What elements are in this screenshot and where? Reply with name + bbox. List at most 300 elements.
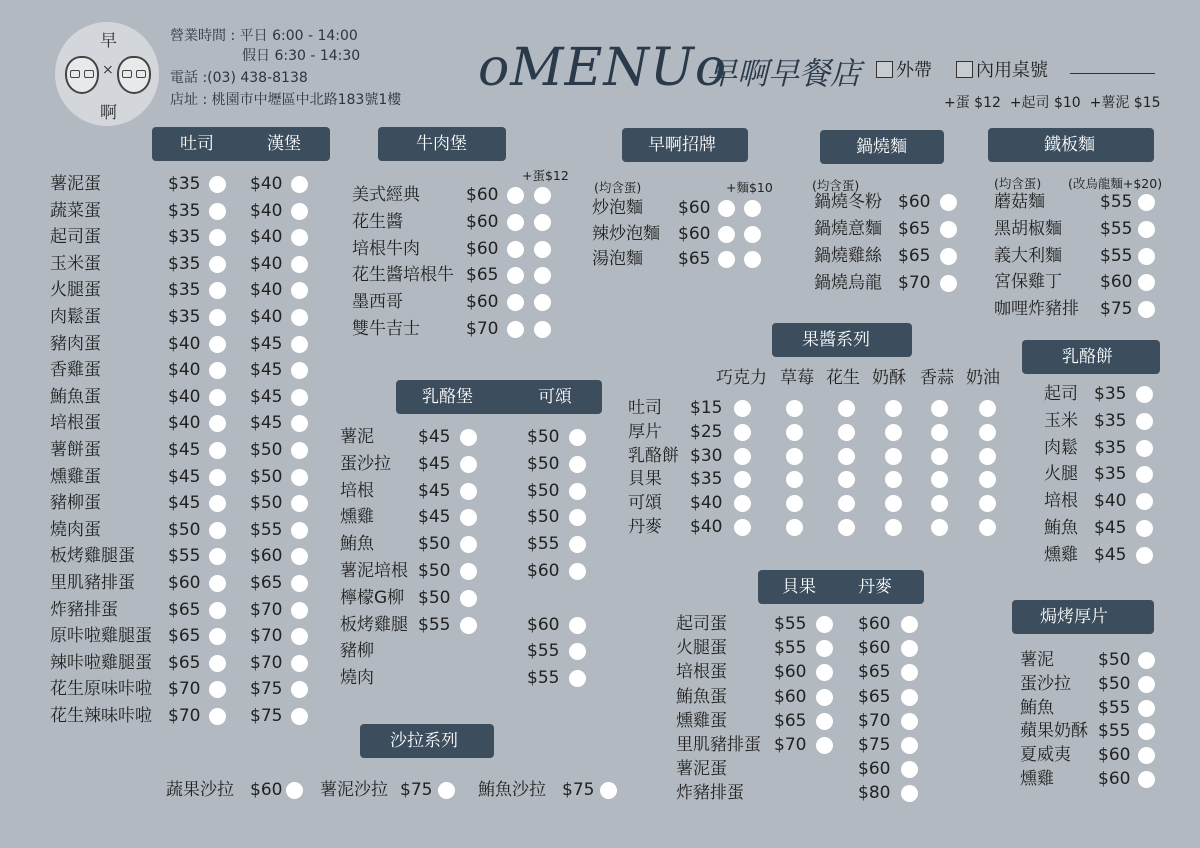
toast-price: $70 [168, 706, 201, 726]
logo-char-bottom: 啊 [100, 103, 117, 123]
toast-select-circle[interactable] [209, 309, 226, 326]
toast-price: $35 [168, 253, 201, 274]
burger-price: $70 [250, 626, 283, 647]
toast-item-name: 鮪魚蛋 [50, 386, 101, 407]
croissant-select-circle[interactable] [569, 643, 586, 660]
toast-item-name: 燻雞蛋 [50, 466, 101, 487]
danish-price: $60 [858, 614, 891, 634]
bagel-item-name: 薯泥蛋 [676, 759, 727, 780]
iron-price: $55 [1100, 218, 1133, 239]
croissant-select-circle[interactable] [569, 456, 586, 473]
burger-price: $40 [250, 174, 283, 194]
beef-price: $60 [466, 238, 499, 259]
jam-select-circle[interactable] [786, 448, 803, 465]
cheese-price: $45 [418, 507, 451, 528]
bagel-price: $60 [774, 662, 807, 683]
cheese-select-circle[interactable] [460, 483, 477, 500]
toast-price: $50 [168, 519, 201, 540]
takeout-option[interactable] [876, 56, 932, 82]
toast-item-name: 辣咔啦雞腿蛋 [50, 652, 152, 673]
cheese-select-circle[interactable] [460, 429, 477, 446]
bagel-danish-header [758, 570, 924, 604]
signature-note-right: +麵$10 [726, 180, 773, 195]
salad-header-label: 沙拉系列 [390, 731, 458, 751]
thick-select-circle[interactable] [1138, 723, 1155, 740]
burger-select-circle[interactable] [291, 309, 308, 326]
jam-select-circle[interactable] [885, 448, 902, 465]
croissant-price: $55 [527, 668, 560, 689]
croissant-select-circle[interactable] [569, 509, 586, 526]
toast-price: $45 [168, 466, 201, 487]
beef-egg-circle[interactable] [534, 294, 551, 311]
danish-select-circle[interactable] [901, 689, 918, 706]
croissant-header-label: 可頌 [538, 387, 572, 407]
bagel-select-circle[interactable] [816, 616, 833, 633]
croissant-price: $60 [527, 561, 560, 581]
bagel-price: $70 [774, 735, 807, 755]
iron-select-circle[interactable] [1138, 248, 1155, 265]
iron-item-name: 宮保雞丁 [994, 272, 1062, 293]
toast-price: $40 [168, 386, 201, 407]
toast-select-circle[interactable] [209, 176, 226, 193]
table-number-line[interactable] [1070, 73, 1155, 74]
toast-item-name: 薯餅蛋 [50, 440, 101, 460]
burger-price: $75 [250, 706, 283, 726]
jam-select-circle[interactable] [838, 519, 855, 536]
checkbox-icon[interactable] [956, 61, 973, 78]
cheesecake-price: $35 [1094, 437, 1127, 458]
jam-item-name: 貝果 [628, 469, 662, 490]
cheesecake-select-circle[interactable] [1136, 413, 1153, 430]
iron-header-label: 鐵板麵 [1044, 135, 1095, 155]
danish-select-circle[interactable] [901, 664, 918, 681]
cheesecake-select-circle[interactable] [1136, 547, 1153, 564]
cheesecake-item-name: 鮪魚 [1044, 518, 1078, 538]
jam-flavor-label: 奶酥 [872, 368, 906, 388]
bagel-select-circle[interactable] [816, 689, 833, 706]
beef-item-name: 花生醬 [352, 211, 403, 232]
jam-select-circle[interactable] [838, 448, 855, 465]
jam-item-name: 乳酪餅 [628, 445, 679, 466]
toast-select-circle[interactable] [209, 708, 226, 725]
jam-select-circle[interactable] [734, 400, 751, 417]
signature-price: $60 [678, 223, 711, 244]
jam-select-circle[interactable] [734, 424, 751, 441]
salad-select-circle[interactable] [286, 782, 303, 799]
toast-select-circle[interactable] [209, 415, 226, 432]
toast-price: $55 [168, 546, 201, 567]
toast-select-circle[interactable] [209, 522, 226, 539]
dine-in-option[interactable] [956, 56, 1048, 82]
bagel-item-name: 里肌豬排蛋 [676, 735, 761, 755]
beef-select-circle[interactable] [507, 214, 524, 231]
toast-select-circle[interactable] [209, 442, 226, 459]
croissant-select-circle[interactable] [569, 563, 586, 580]
beef-select-circle[interactable] [507, 241, 524, 258]
salad-item-name: 蔬果沙拉 [166, 780, 234, 800]
beef-select-circle[interactable] [507, 267, 524, 284]
iron-select-circle[interactable] [1138, 221, 1155, 238]
croissant-select-circle[interactable] [569, 429, 586, 446]
jam-flavor-label: 奶油 [966, 368, 1000, 388]
bagel-price: $55 [774, 614, 807, 634]
iron-header [988, 128, 1154, 162]
cheesecake-select-circle[interactable] [1136, 440, 1153, 457]
burger-select-circle[interactable] [291, 522, 308, 539]
toast-select-circle[interactable] [209, 362, 226, 379]
iron-item-name: 義大利麵 [994, 245, 1062, 266]
bagel-item-name: 火腿蛋 [676, 638, 727, 659]
jam-item-name: 吐司 [628, 398, 662, 418]
beef-select-circle[interactable] [507, 294, 524, 311]
bagel-price: $60 [774, 686, 807, 707]
cheesecake-price: $35 [1094, 384, 1127, 404]
toast-item-name: 燒肉蛋 [50, 519, 101, 540]
burger-select-circle[interactable] [291, 389, 308, 406]
jam-price: $15 [690, 398, 723, 418]
thick-item-name: 蛋沙拉 [1020, 673, 1071, 694]
iron-price: $75 [1100, 299, 1133, 320]
toast-select-circle[interactable] [209, 336, 226, 353]
thick-select-circle[interactable] [1138, 747, 1155, 764]
thick-item-name: 蘋果奶酥 [1020, 721, 1088, 742]
burger-select-circle[interactable] [291, 708, 308, 725]
beef-select-circle[interactable] [507, 187, 524, 204]
thick-select-circle[interactable] [1138, 652, 1155, 669]
beef-header-label: 牛肉堡 [416, 134, 467, 154]
bagel-select-circle[interactable] [816, 713, 833, 730]
pot-select-circle[interactable] [940, 221, 957, 238]
beef-egg-circle[interactable] [534, 321, 551, 338]
checkbox-icon[interactable] [876, 61, 893, 78]
bagel-item-name: 炸豬排蛋 [676, 783, 744, 804]
cheese-select-circle[interactable] [460, 590, 477, 607]
danish-select-circle[interactable] [901, 737, 918, 754]
cheese-item-name: 鮪魚 [340, 534, 374, 555]
toast-item-name: 豬肉蛋 [50, 333, 101, 354]
beef-price: $60 [466, 292, 499, 313]
salad-price: $75 [562, 780, 595, 800]
croissant-price: $55 [527, 534, 560, 555]
pot-item-name: 鍋燒烏龍 [814, 273, 882, 293]
jam-select-circle[interactable] [979, 448, 996, 465]
jam-select-circle[interactable] [931, 448, 948, 465]
pot-header-label: 鍋燒麵 [856, 137, 907, 157]
signature-select-circle[interactable] [718, 226, 735, 243]
cheese-item-name: 板烤雞腿 [340, 614, 408, 635]
danish-price: $75 [858, 735, 891, 755]
jam-select-circle[interactable] [838, 495, 855, 512]
burger-select-circle[interactable] [291, 229, 308, 246]
dine-in-label: 內用桌號 [976, 60, 1048, 81]
burger-select-circle[interactable] [291, 282, 308, 299]
toast-item-name: 玉米蛋 [50, 253, 101, 274]
cheesecake-item-name: 燻雞 [1044, 544, 1078, 565]
burger-select-circle[interactable] [291, 336, 308, 353]
pot-select-circle[interactable] [940, 194, 957, 211]
beef-select-circle[interactable] [507, 321, 524, 338]
jam-select-circle[interactable] [979, 495, 996, 512]
iron-select-circle[interactable] [1138, 274, 1155, 291]
toast-item-name: 豬柳蛋 [50, 493, 101, 514]
beef-item-name: 培根牛肉 [352, 238, 420, 259]
jam-select-circle[interactable] [786, 424, 803, 441]
toast-price: $35 [168, 227, 201, 248]
cheesecake-price: $40 [1094, 491, 1127, 512]
bagel-header-label: 貝果 [782, 577, 816, 597]
jam-select-circle[interactable] [786, 471, 803, 488]
jam-select-circle[interactable] [786, 495, 803, 512]
bagel-select-circle[interactable] [816, 640, 833, 657]
burger-price: $50 [250, 493, 283, 514]
toast-select-circle[interactable] [209, 681, 226, 698]
danish-select-circle[interactable] [901, 640, 918, 657]
toast-item-name: 香雞蛋 [50, 360, 101, 381]
burger-price: $40 [250, 280, 283, 301]
cheese-item-name: 薯泥 [340, 427, 374, 447]
beef-item-name: 美式經典 [352, 185, 420, 205]
bagel-price: $65 [774, 710, 807, 731]
burger-select-circle[interactable] [291, 203, 308, 220]
burger-select-circle[interactable] [291, 415, 308, 432]
burger-price: $45 [250, 386, 283, 407]
toast-item-name: 里肌豬排蛋 [50, 573, 135, 593]
cheese-price: $50 [418, 561, 451, 581]
jam-select-circle[interactable] [838, 400, 855, 417]
toast-select-circle[interactable] [209, 602, 226, 619]
pot-select-circle[interactable] [940, 275, 957, 292]
burger-select-circle[interactable] [291, 176, 308, 193]
croissant-select-circle[interactable] [569, 483, 586, 500]
toast-select-circle[interactable] [209, 256, 226, 273]
toast-item-name: 起司蛋 [50, 227, 101, 248]
jam-select-circle[interactable] [885, 471, 902, 488]
toast-select-circle[interactable] [209, 203, 226, 220]
jam-select-circle[interactable] [979, 400, 996, 417]
danish-select-circle[interactable] [901, 785, 918, 802]
burger-select-circle[interactable] [291, 442, 308, 459]
address: 店址 : 桃園市中壢區中北路183號1樓 [170, 92, 402, 108]
salad-price: $75 [400, 780, 433, 800]
iron-select-circle[interactable] [1138, 301, 1155, 318]
cheesecake-select-circle[interactable] [1136, 493, 1153, 510]
beef-note: +蛋$12 [522, 168, 569, 183]
danish-select-circle[interactable] [901, 761, 918, 778]
jam-select-circle[interactable] [979, 471, 996, 488]
menu-title: oMENUo [478, 38, 728, 98]
jam-item-name: 可頌 [628, 493, 662, 514]
danish-price: $60 [858, 759, 891, 780]
burger-select-circle[interactable] [291, 495, 308, 512]
bagel-price: $55 [774, 638, 807, 659]
salad-select-circle[interactable] [438, 782, 455, 799]
burger-price: $40 [250, 307, 283, 327]
cheesecake-price: $45 [1094, 544, 1127, 565]
jam-select-circle[interactable] [786, 519, 803, 536]
toast-select-circle[interactable] [209, 495, 226, 512]
burger-select-circle[interactable] [291, 362, 308, 379]
croissant-select-circle[interactable] [569, 536, 586, 553]
jam-select-circle[interactable] [734, 448, 751, 465]
bagel-select-circle[interactable] [816, 737, 833, 754]
jam-price: $40 [690, 517, 723, 537]
face-right-icon [117, 56, 151, 94]
cheesecake-select-circle[interactable] [1136, 386, 1153, 403]
beef-price: $70 [466, 319, 499, 339]
bagel-select-circle[interactable] [816, 664, 833, 681]
cheese-select-circle[interactable] [460, 456, 477, 473]
signature-noodle-circle[interactable] [744, 251, 761, 268]
toast-select-circle[interactable] [209, 548, 226, 565]
burger-price: $50 [250, 440, 283, 460]
jam-select-circle[interactable] [979, 424, 996, 441]
jam-select-circle[interactable] [734, 495, 751, 512]
signature-price: $65 [678, 249, 711, 269]
toast-select-circle[interactable] [209, 282, 226, 299]
jam-flavor-label: 巧克力 [716, 368, 767, 388]
cheese-select-circle[interactable] [460, 536, 477, 553]
toast-item-name: 板烤雞腿蛋 [50, 546, 135, 567]
thick-price: $55 [1098, 721, 1131, 742]
burger-select-circle[interactable] [291, 681, 308, 698]
toast-item-name: 炸豬排蛋 [50, 599, 118, 620]
beef-price: $60 [466, 211, 499, 232]
jam-select-circle[interactable] [885, 519, 902, 536]
danish-select-circle[interactable] [901, 616, 918, 633]
jam-select-circle[interactable] [838, 424, 855, 441]
phone: 電話 :(03) 438-8138 [170, 70, 308, 86]
signature-select-circle[interactable] [718, 251, 735, 268]
cheese-item-name: 燻雞 [340, 507, 374, 528]
thick-select-circle[interactable] [1138, 676, 1155, 693]
beef-egg-circle[interactable] [534, 241, 551, 258]
signature-noodle-circle[interactable] [744, 200, 761, 217]
beef-egg-circle[interactable] [534, 267, 551, 284]
burger-select-circle[interactable] [291, 655, 308, 672]
beef-item-name: 雙牛吉士 [352, 319, 420, 339]
bagel-item-name: 鮪魚蛋 [676, 686, 727, 707]
toast-select-circle[interactable] [209, 389, 226, 406]
jam-select-circle[interactable] [885, 495, 902, 512]
thick-price: $60 [1098, 745, 1131, 766]
jam-select-circle[interactable] [786, 400, 803, 417]
cheese-item-name: 檸檬G柳 [340, 587, 405, 608]
toast-item-name: 花生辣味咔啦 [50, 706, 152, 726]
jam-item-name: 丹麥 [628, 517, 662, 537]
cheese-header-label: 乳酪堡 [422, 387, 473, 407]
toast-price: $70 [168, 679, 201, 700]
toast-select-circle[interactable] [209, 229, 226, 246]
jam-price: $40 [690, 493, 723, 514]
toast-price: $35 [168, 174, 201, 194]
iron-select-circle[interactable] [1138, 194, 1155, 211]
jam-select-circle[interactable] [979, 519, 996, 536]
cheesecake-select-circle[interactable] [1136, 466, 1153, 483]
burger-select-circle[interactable] [291, 256, 308, 273]
jam-select-circle[interactable] [838, 471, 855, 488]
signature-noodle-circle[interactable] [744, 226, 761, 243]
cheesecake-item-name: 火腿 [1044, 464, 1078, 485]
thick-toast-header [1012, 600, 1154, 634]
toast-price: $40 [168, 333, 201, 354]
salad-item-name: 鮪魚沙拉 [478, 780, 546, 800]
cheese-price: $50 [418, 587, 451, 608]
cheesecake-select-circle[interactable] [1136, 520, 1153, 537]
danish-select-circle[interactable] [901, 713, 918, 730]
burger-price: $70 [250, 599, 283, 620]
burger-price: $40 [250, 200, 283, 221]
toast-price: $40 [168, 413, 201, 434]
croissant-select-circle[interactable] [569, 670, 586, 687]
burger-select-circle[interactable] [291, 575, 308, 592]
beef-egg-circle[interactable] [534, 214, 551, 231]
cheesecake-price: $45 [1094, 518, 1127, 538]
burger-select-circle[interactable] [291, 602, 308, 619]
thick-select-circle[interactable] [1138, 700, 1155, 717]
jam-item-name: 厚片 [628, 421, 662, 442]
danish-header-label: 丹麥 [858, 577, 892, 597]
jam-select-circle[interactable] [734, 519, 751, 536]
thick-select-circle[interactable] [1138, 771, 1155, 788]
pot-note: (均含蛋) [812, 178, 860, 193]
cheese-item-name: 豬柳 [340, 641, 374, 662]
jam-select-circle[interactable] [885, 400, 902, 417]
jam-price: $30 [690, 445, 723, 466]
toast-select-circle[interactable] [209, 655, 226, 672]
jam-flavor-label: 香蒜 [920, 368, 954, 388]
cheesecake-item-name: 起司 [1044, 384, 1078, 404]
logo-cross: × [102, 62, 114, 78]
beef-egg-circle[interactable] [534, 187, 551, 204]
thick-item-name: 薯泥 [1020, 650, 1054, 670]
danish-price: $65 [858, 686, 891, 707]
signature-select-circle[interactable] [718, 200, 735, 217]
thick-price: $50 [1098, 673, 1131, 694]
thick-item-name: 燻雞 [1020, 769, 1054, 789]
jam-select-circle[interactable] [734, 471, 751, 488]
jam-select-circle[interactable] [931, 424, 948, 441]
burger-price: $65 [250, 573, 283, 593]
cheese-select-circle[interactable] [460, 563, 477, 580]
jam-select-circle[interactable] [931, 519, 948, 536]
pot-select-circle[interactable] [940, 248, 957, 265]
croissant-select-circle[interactable] [569, 617, 586, 634]
toast-select-circle[interactable] [209, 575, 226, 592]
toast-select-circle[interactable] [209, 469, 226, 486]
cheese-select-circle[interactable] [460, 509, 477, 526]
burger-select-circle[interactable] [291, 469, 308, 486]
toast-price: $35 [168, 280, 201, 301]
salad-select-circle[interactable] [600, 782, 617, 799]
burger-select-circle[interactable] [291, 628, 308, 645]
cheese-select-circle[interactable] [460, 617, 477, 634]
jam-select-circle[interactable] [885, 424, 902, 441]
burger-select-circle[interactable] [291, 548, 308, 565]
toast-item-name: 薯泥蛋 [50, 174, 101, 194]
hours-holiday: 假日 6:30 - 14:30 [242, 48, 361, 64]
signature-item-name: 辣炒泡麵 [592, 223, 660, 244]
toast-price: $35 [168, 200, 201, 221]
cheese-croissant-header [396, 380, 602, 414]
jam-flavor-label: 草莓 [780, 368, 814, 388]
pot-item-name: 鍋燒意麵 [814, 219, 882, 239]
jam-select-circle[interactable] [931, 471, 948, 488]
jam-select-circle[interactable] [931, 400, 948, 417]
toast-select-circle[interactable] [209, 628, 226, 645]
logo-char-top: 早 [100, 31, 117, 51]
jam-select-circle[interactable] [931, 495, 948, 512]
danish-price: $65 [858, 662, 891, 683]
